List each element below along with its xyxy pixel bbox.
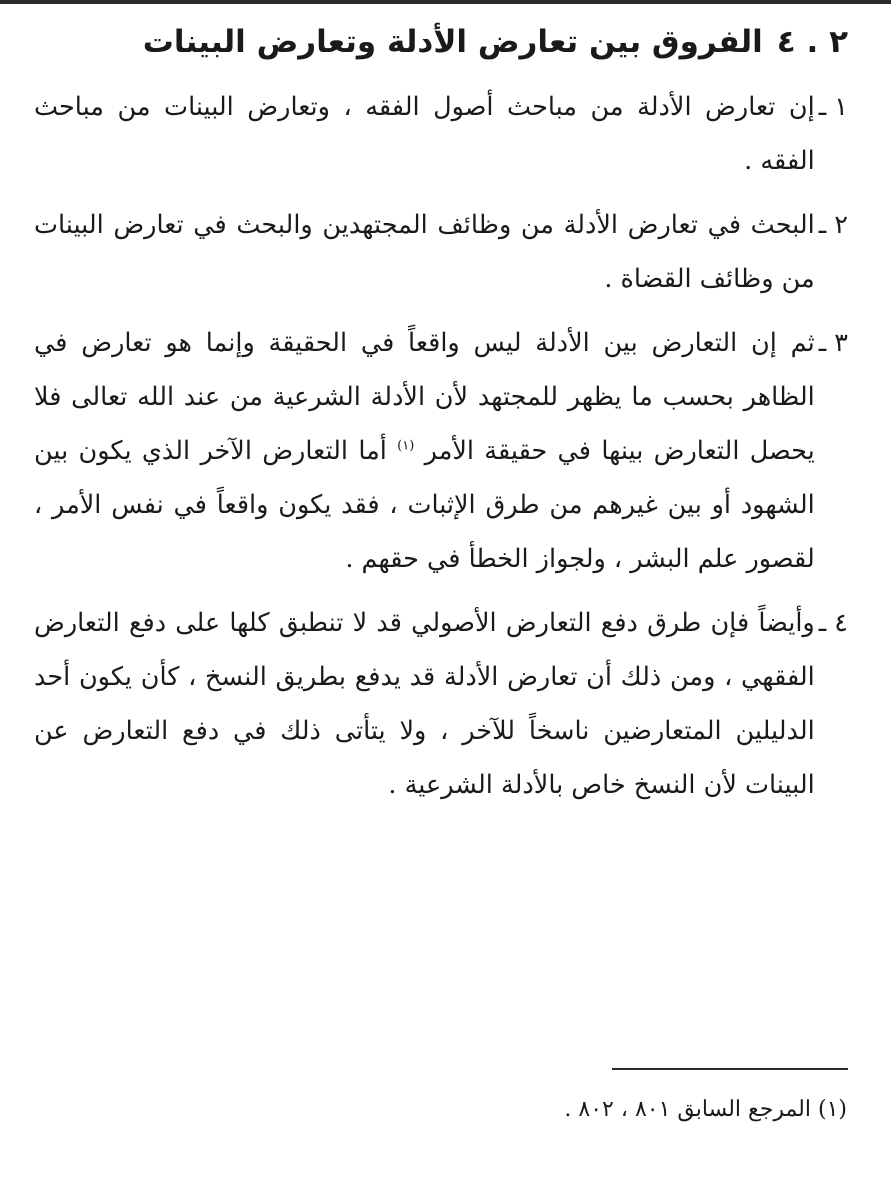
item-number: ٤ ـ [818,608,848,638]
item-number: ١ ـ [818,92,848,122]
item-text: إن تعارض الأدلة من مباحث أصول الفقه ، وتعارض البينات من مباحث الفقه . [34,92,815,176]
footnote-separator [612,1068,848,1070]
list-item-4 [34,596,848,812]
item-text [34,316,815,586]
differences-list [34,80,848,812]
section-title: الفروق بين تعارض الأدلة وتعارض البينات [142,24,763,60]
footnote-reference: (١) [397,438,415,454]
document-page [34,14,848,822]
item-text: وأيضاً فإن طرق دفع التعارض الأصولي قد لا تنطبق كلها على دفع التعارض الفقهي ، ومن ذلك أن تعارض الأدلة قد يدفع بطريق النسخ ، كأن يكون أحد الدليلين المتعارضين ناسخاً للآخر ، ولا يتأتى ذلك في دفع التعارض عن البينات لأن النسخ خاص بالأدلة الشرعية . [34,608,815,800]
section-number: ٢ . ٤ [776,24,848,60]
section-heading [34,14,848,70]
item-number: ٣ ـ [818,328,848,358]
list-item-2 [34,198,848,306]
top-border-rule [0,0,891,4]
item-text: البحث في تعارض الأدلة من وظائف المجتهدين والبحث في تعارض البينات من وظائف القضاة . [34,210,815,294]
list-item-1 [34,80,848,188]
item-number: ٢ ـ [818,210,848,240]
item-text-before-ref: ثم إن التعارض بين الأدلة ليس واقعاً في الحقيقة وإنما هو تعارض في الظاهر بحسب ما يظهر للمجتهد لأن الأدلة الشرعية من عند الله تعالى فلا يحصل التعارض بينها في حقيقة الأمر [34,328,815,466]
item-text-after-ref: أما التعارض الآخر الذي يكون بين الشهود أو بين غيرهم من طرق الإثبات ، فقد يكون واقعاً في نفس الأمر ، لقصور علم البشر ، ولجواز الخطأ في حقهم . [34,436,815,574]
footnote: (١) المرجع السابق ٨٠١ ، ٨٠٢ . [564,1097,847,1122]
list-item-3 [34,316,848,586]
